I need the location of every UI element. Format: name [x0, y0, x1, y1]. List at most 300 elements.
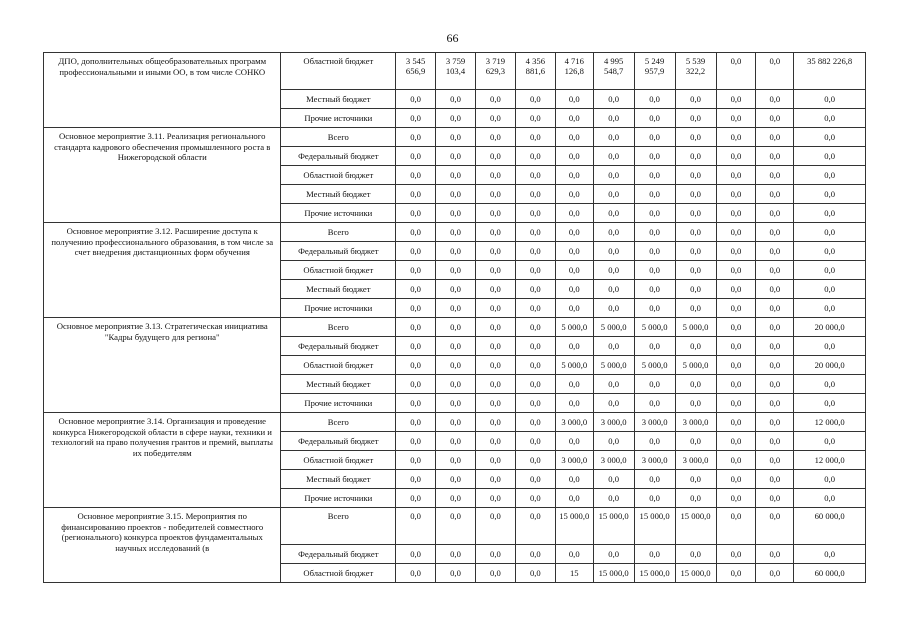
budget-value: 0,0 [396, 356, 436, 375]
budget-value: 0,0 [593, 545, 634, 564]
activity-description: Основное мероприятие 3.11. Реализация регионального стандарта кадрового обеспечения промышленного роста в Нижегородской области [44, 128, 281, 223]
budget-value: 0,0 [475, 394, 515, 413]
budget-value: 0,0 [675, 432, 716, 451]
budget-value: 0,0 [396, 261, 436, 280]
budget-value: 0,0 [756, 375, 794, 394]
funding-source: Местный бюджет [281, 185, 396, 204]
funding-source: Всего [281, 413, 396, 432]
budget-value: 0,0 [515, 299, 555, 318]
budget-value: 0,0 [436, 394, 476, 413]
budget-value: 0,0 [436, 299, 476, 318]
budget-value: 0,0 [794, 109, 866, 128]
budget-value: 0,0 [756, 394, 794, 413]
budget-value: 0,0 [716, 242, 756, 261]
budget-value: 0,0 [475, 508, 515, 545]
budget-value: 0,0 [396, 204, 436, 223]
funding-source: Всего [281, 318, 396, 337]
table-row [44, 128, 866, 147]
budget-value: 0,0 [436, 432, 476, 451]
budget-value: 15 000,0 [593, 508, 634, 545]
budget-value: 0,0 [475, 356, 515, 375]
budget-value: 0,0 [794, 185, 866, 204]
budget-value: 0,0 [756, 128, 794, 147]
budget-value: 0,0 [634, 337, 675, 356]
budget-value: 0,0 [794, 166, 866, 185]
budget-value: 0,0 [794, 432, 866, 451]
budget-value: 60 000,0 [794, 564, 866, 583]
funding-source: Прочие источники [281, 394, 396, 413]
budget-value: 0,0 [475, 109, 515, 128]
budget-value: 0,0 [675, 545, 716, 564]
budget-value: 0,0 [716, 356, 756, 375]
budget-value: 5 000,0 [675, 318, 716, 337]
budget-value: 0,0 [515, 470, 555, 489]
activity-description: ДПО, дополнительных общеобразовательных программ профессиональными и иными ОО, в том числе СОНКО [44, 53, 281, 128]
budget-value: 0,0 [794, 147, 866, 166]
budget-table [43, 52, 866, 583]
budget-value: 15 000,0 [675, 564, 716, 583]
budget-value: 0,0 [756, 299, 794, 318]
budget-value: 0,0 [716, 185, 756, 204]
budget-value: 15 000,0 [634, 564, 675, 583]
budget-value: 0,0 [634, 223, 675, 242]
budget-value: 0,0 [634, 299, 675, 318]
budget-value: 0,0 [794, 280, 866, 299]
budget-value: 0,0 [515, 166, 555, 185]
budget-value: 0,0 [716, 147, 756, 166]
budget-value: 0,0 [475, 242, 515, 261]
budget-value: 0,0 [436, 166, 476, 185]
budget-value: 0,0 [436, 356, 476, 375]
budget-value: 5 000,0 [555, 356, 593, 375]
budget-value: 0,0 [675, 166, 716, 185]
budget-value: 0,0 [436, 109, 476, 128]
budget-value: 0,0 [396, 147, 436, 166]
budget-value: 0,0 [396, 432, 436, 451]
budget-value: 4 356 881,6 [515, 53, 555, 90]
budget-value: 0,0 [716, 109, 756, 128]
budget-value: 0,0 [756, 337, 794, 356]
budget-value: 0,0 [515, 280, 555, 299]
budget-value: 0,0 [716, 337, 756, 356]
budget-value: 0,0 [716, 394, 756, 413]
budget-value: 0,0 [756, 185, 794, 204]
budget-value: 0,0 [555, 470, 593, 489]
budget-value: 3 000,0 [555, 413, 593, 432]
budget-value: 0,0 [436, 318, 476, 337]
funding-source: Всего [281, 128, 396, 147]
budget-value: 0,0 [716, 204, 756, 223]
budget-value: 0,0 [593, 166, 634, 185]
funding-source: Прочие источники [281, 204, 396, 223]
funding-source: Всего [281, 223, 396, 242]
budget-value: 0,0 [475, 470, 515, 489]
budget-value: 0,0 [436, 204, 476, 223]
budget-value: 0,0 [555, 337, 593, 356]
budget-value: 0,0 [593, 204, 634, 223]
budget-value: 3 000,0 [555, 451, 593, 470]
budget-value: 0,0 [515, 508, 555, 545]
budget-value: 12 000,0 [794, 413, 866, 432]
budget-value: 0,0 [475, 147, 515, 166]
budget-value: 0,0 [515, 337, 555, 356]
budget-value: 0,0 [396, 223, 436, 242]
budget-value: 0,0 [396, 90, 436, 109]
budget-value: 0,0 [515, 242, 555, 261]
budget-value: 0,0 [555, 280, 593, 299]
budget-value: 0,0 [515, 318, 555, 337]
budget-value: 0,0 [515, 109, 555, 128]
budget-value: 15 000,0 [634, 508, 675, 545]
budget-value: 0,0 [396, 280, 436, 299]
budget-value: 0,0 [756, 564, 794, 583]
budget-value: 0,0 [756, 432, 794, 451]
budget-value: 0,0 [716, 299, 756, 318]
budget-value: 15 000,0 [593, 564, 634, 583]
budget-value: 0,0 [593, 147, 634, 166]
budget-value: 0,0 [515, 564, 555, 583]
budget-value: 0,0 [555, 375, 593, 394]
budget-value: 0,0 [716, 166, 756, 185]
budget-value: 3 000,0 [675, 451, 716, 470]
budget-value: 0,0 [593, 280, 634, 299]
budget-value: 0,0 [515, 394, 555, 413]
budget-value: 0,0 [756, 109, 794, 128]
budget-value: 0,0 [515, 204, 555, 223]
budget-value: 0,0 [475, 318, 515, 337]
budget-value: 0,0 [794, 545, 866, 564]
budget-value: 0,0 [436, 545, 476, 564]
budget-value: 0,0 [475, 280, 515, 299]
budget-value: 0,0 [675, 223, 716, 242]
budget-value: 0,0 [593, 242, 634, 261]
budget-value: 0,0 [593, 223, 634, 242]
budget-value: 0,0 [555, 185, 593, 204]
budget-value: 5 000,0 [675, 356, 716, 375]
budget-value: 0,0 [756, 356, 794, 375]
budget-value: 0,0 [756, 413, 794, 432]
budget-value: 0,0 [475, 564, 515, 583]
funding-source: Прочие источники [281, 299, 396, 318]
budget-value: 0,0 [794, 337, 866, 356]
budget-value: 0,0 [634, 375, 675, 394]
budget-value: 0,0 [475, 90, 515, 109]
budget-value: 0,0 [515, 147, 555, 166]
budget-value: 0,0 [794, 299, 866, 318]
budget-value: 0,0 [436, 128, 476, 147]
budget-value: 0,0 [396, 166, 436, 185]
budget-value: 0,0 [396, 394, 436, 413]
budget-value: 0,0 [396, 128, 436, 147]
budget-value: 3 759 103,4 [436, 53, 476, 90]
budget-value: 0,0 [675, 280, 716, 299]
budget-value: 35 882 226,8 [794, 53, 866, 90]
budget-value: 0,0 [634, 280, 675, 299]
budget-value: 0,0 [555, 109, 593, 128]
budget-value: 0,0 [716, 470, 756, 489]
budget-value: 0,0 [675, 394, 716, 413]
budget-value: 0,0 [756, 451, 794, 470]
table-row [44, 53, 866, 90]
budget-value: 0,0 [593, 128, 634, 147]
budget-value: 0,0 [716, 508, 756, 545]
budget-value: 0,0 [593, 375, 634, 394]
budget-value: 0,0 [794, 394, 866, 413]
funding-source: Федеральный бюджет [281, 337, 396, 356]
budget-value: 0,0 [555, 147, 593, 166]
funding-source: Местный бюджет [281, 375, 396, 394]
funding-source: Областной бюджет [281, 356, 396, 375]
budget-value: 0,0 [756, 318, 794, 337]
budget-value: 0,0 [794, 90, 866, 109]
funding-source: Прочие источники [281, 109, 396, 128]
budget-value: 0,0 [675, 375, 716, 394]
budget-value: 0,0 [716, 413, 756, 432]
funding-source: Областной бюджет [281, 166, 396, 185]
budget-value: 0,0 [555, 432, 593, 451]
budget-value: 0,0 [555, 166, 593, 185]
budget-value: 0,0 [436, 375, 476, 394]
budget-value: 0,0 [675, 185, 716, 204]
table-row [44, 508, 866, 545]
budget-value: 0,0 [475, 223, 515, 242]
budget-value: 0,0 [396, 564, 436, 583]
budget-value: 0,0 [675, 489, 716, 508]
budget-value: 0,0 [716, 128, 756, 147]
budget-value: 0,0 [436, 489, 476, 508]
budget-value: 0,0 [756, 489, 794, 508]
activity-description: Основное мероприятие 3.15. Мероприятия по финансированию проектов - победителей совместного (регионального) конкурса проектов фундаментальных научных исследований (в [44, 508, 281, 583]
budget-value: 0,0 [634, 394, 675, 413]
budget-value: 0,0 [756, 242, 794, 261]
budget-value: 0,0 [794, 223, 866, 242]
budget-value: 0,0 [515, 489, 555, 508]
budget-value: 5 000,0 [593, 356, 634, 375]
budget-value: 0,0 [675, 90, 716, 109]
budget-value: 0,0 [396, 242, 436, 261]
budget-value: 0,0 [436, 508, 476, 545]
budget-value: 0,0 [634, 545, 675, 564]
budget-value: 3 000,0 [593, 451, 634, 470]
budget-value: 4 716 126,8 [555, 53, 593, 90]
budget-value: 15 [555, 564, 593, 583]
funding-source: Местный бюджет [281, 90, 396, 109]
budget-value: 0,0 [675, 204, 716, 223]
budget-value: 0,0 [593, 299, 634, 318]
budget-value: 0,0 [475, 413, 515, 432]
budget-value: 0,0 [436, 451, 476, 470]
budget-value: 0,0 [515, 432, 555, 451]
budget-value: 0,0 [396, 318, 436, 337]
budget-value: 0,0 [396, 451, 436, 470]
budget-value: 0,0 [716, 53, 756, 90]
budget-value: 0,0 [794, 128, 866, 147]
budget-value: 0,0 [756, 53, 794, 90]
budget-value: 0,0 [555, 128, 593, 147]
budget-value: 0,0 [475, 204, 515, 223]
budget-value: 0,0 [396, 375, 436, 394]
funding-source: Всего [281, 508, 396, 545]
budget-value: 0,0 [634, 242, 675, 261]
budget-value: 0,0 [555, 223, 593, 242]
budget-value: 0,0 [634, 489, 675, 508]
budget-value: 0,0 [436, 147, 476, 166]
budget-value: 0,0 [675, 299, 716, 318]
budget-value: 3 000,0 [634, 413, 675, 432]
page-number: 66 [446, 31, 459, 45]
budget-value: 0,0 [756, 261, 794, 280]
budget-value: 0,0 [515, 261, 555, 280]
budget-value: 0,0 [555, 90, 593, 109]
budget-value: 0,0 [794, 470, 866, 489]
budget-value: 0,0 [396, 489, 436, 508]
funding-source: Федеральный бюджет [281, 545, 396, 564]
budget-value: 0,0 [396, 337, 436, 356]
budget-value: 0,0 [634, 109, 675, 128]
budget-value: 0,0 [396, 413, 436, 432]
budget-value: 0,0 [396, 185, 436, 204]
budget-value: 0,0 [515, 375, 555, 394]
budget-value: 5 539 322,2 [675, 53, 716, 90]
budget-value: 0,0 [675, 128, 716, 147]
budget-value: 0,0 [634, 432, 675, 451]
budget-value: 0,0 [475, 451, 515, 470]
budget-value: 5 000,0 [555, 318, 593, 337]
budget-value: 5 000,0 [593, 318, 634, 337]
budget-value: 0,0 [634, 90, 675, 109]
budget-value: 0,0 [716, 432, 756, 451]
budget-value: 0,0 [675, 109, 716, 128]
budget-value: 0,0 [716, 489, 756, 508]
budget-value: 0,0 [716, 223, 756, 242]
budget-value: 0,0 [794, 489, 866, 508]
funding-source: Федеральный бюджет [281, 432, 396, 451]
budget-value: 0,0 [634, 128, 675, 147]
activity-description: Основное мероприятие 3.14. Организация и проведение конкурса Нижегородской области в сфере науки, техники и технологий на право получения грантов и премий, выплаты их победителям [44, 413, 281, 508]
funding-source: Областной бюджет [281, 261, 396, 280]
budget-value: 0,0 [475, 337, 515, 356]
budget-value: 0,0 [794, 204, 866, 223]
budget-value: 0,0 [475, 545, 515, 564]
budget-value: 0,0 [634, 204, 675, 223]
funding-source: Областной бюджет [281, 564, 396, 583]
funding-source: Областной бюджет [281, 53, 396, 90]
budget-value: 5 000,0 [634, 318, 675, 337]
budget-value: 0,0 [593, 90, 634, 109]
budget-value: 0,0 [555, 545, 593, 564]
budget-value: 0,0 [634, 185, 675, 204]
budget-value: 0,0 [436, 470, 476, 489]
budget-value: 0,0 [555, 242, 593, 261]
budget-value: 0,0 [555, 299, 593, 318]
budget-value: 0,0 [756, 204, 794, 223]
budget-value: 0,0 [756, 223, 794, 242]
budget-value: 0,0 [593, 470, 634, 489]
budget-value: 0,0 [675, 242, 716, 261]
budget-value: 0,0 [475, 128, 515, 147]
budget-value: 0,0 [593, 432, 634, 451]
budget-value: 0,0 [396, 508, 436, 545]
budget-value: 60 000,0 [794, 508, 866, 545]
budget-value: 0,0 [475, 299, 515, 318]
budget-value: 15 000,0 [675, 508, 716, 545]
budget-value: 0,0 [794, 242, 866, 261]
budget-value: 0,0 [436, 261, 476, 280]
budget-value: 0,0 [475, 261, 515, 280]
budget-value: 0,0 [475, 166, 515, 185]
budget-value: 0,0 [555, 261, 593, 280]
budget-value: 0,0 [436, 564, 476, 583]
budget-value: 0,0 [475, 432, 515, 451]
budget-value: 0,0 [634, 261, 675, 280]
budget-value: 0,0 [515, 128, 555, 147]
budget-value: 0,0 [515, 185, 555, 204]
budget-value: 0,0 [436, 223, 476, 242]
budget-value: 0,0 [675, 261, 716, 280]
budget-value: 0,0 [593, 261, 634, 280]
funding-source: Местный бюджет [281, 470, 396, 489]
activity-description: Основное мероприятие 3.12. Расширение доступа к получению профессионального образования, в том числе за счет внедрения дистанционных форм обучения [44, 223, 281, 318]
budget-value: 0,0 [436, 280, 476, 299]
budget-value: 0,0 [436, 413, 476, 432]
budget-value: 0,0 [515, 545, 555, 564]
budget-value: 20 000,0 [794, 318, 866, 337]
budget-value: 0,0 [716, 564, 756, 583]
budget-value: 0,0 [593, 109, 634, 128]
budget-value: 0,0 [593, 489, 634, 508]
budget-value: 0,0 [436, 185, 476, 204]
budget-value: 0,0 [756, 166, 794, 185]
budget-value: 0,0 [756, 545, 794, 564]
budget-value: 0,0 [515, 90, 555, 109]
budget-value: 0,0 [756, 470, 794, 489]
budget-value: 0,0 [794, 375, 866, 394]
budget-value: 0,0 [716, 318, 756, 337]
budget-value: 5 000,0 [634, 356, 675, 375]
budget-value: 0,0 [756, 508, 794, 545]
budget-value: 0,0 [396, 109, 436, 128]
funding-source: Прочие источники [281, 489, 396, 508]
budget-value: 3 000,0 [634, 451, 675, 470]
table-row [44, 413, 866, 432]
budget-value: 0,0 [475, 375, 515, 394]
budget-value: 20 000,0 [794, 356, 866, 375]
budget-value: 0,0 [716, 90, 756, 109]
budget-value: 5 249 957,9 [634, 53, 675, 90]
budget-value: 3 719 629,3 [475, 53, 515, 90]
budget-value: 0,0 [634, 147, 675, 166]
budget-value: 0,0 [716, 280, 756, 299]
budget-value: 0,0 [475, 185, 515, 204]
budget-value: 0,0 [515, 356, 555, 375]
budget-value: 0,0 [396, 299, 436, 318]
budget-value: 0,0 [756, 90, 794, 109]
budget-value: 0,0 [396, 470, 436, 489]
budget-value: 0,0 [716, 451, 756, 470]
budget-value: 0,0 [515, 223, 555, 242]
budget-value: 0,0 [634, 166, 675, 185]
budget-value: 0,0 [555, 489, 593, 508]
budget-value: 0,0 [794, 261, 866, 280]
budget-value: 0,0 [475, 489, 515, 508]
funding-source: Областной бюджет [281, 451, 396, 470]
budget-value: 3 545 656,9 [396, 53, 436, 90]
funding-source: Местный бюджет [281, 280, 396, 299]
budget-value: 0,0 [593, 394, 634, 413]
budget-value: 0,0 [593, 337, 634, 356]
budget-value: 0,0 [436, 242, 476, 261]
budget-value: 0,0 [593, 185, 634, 204]
